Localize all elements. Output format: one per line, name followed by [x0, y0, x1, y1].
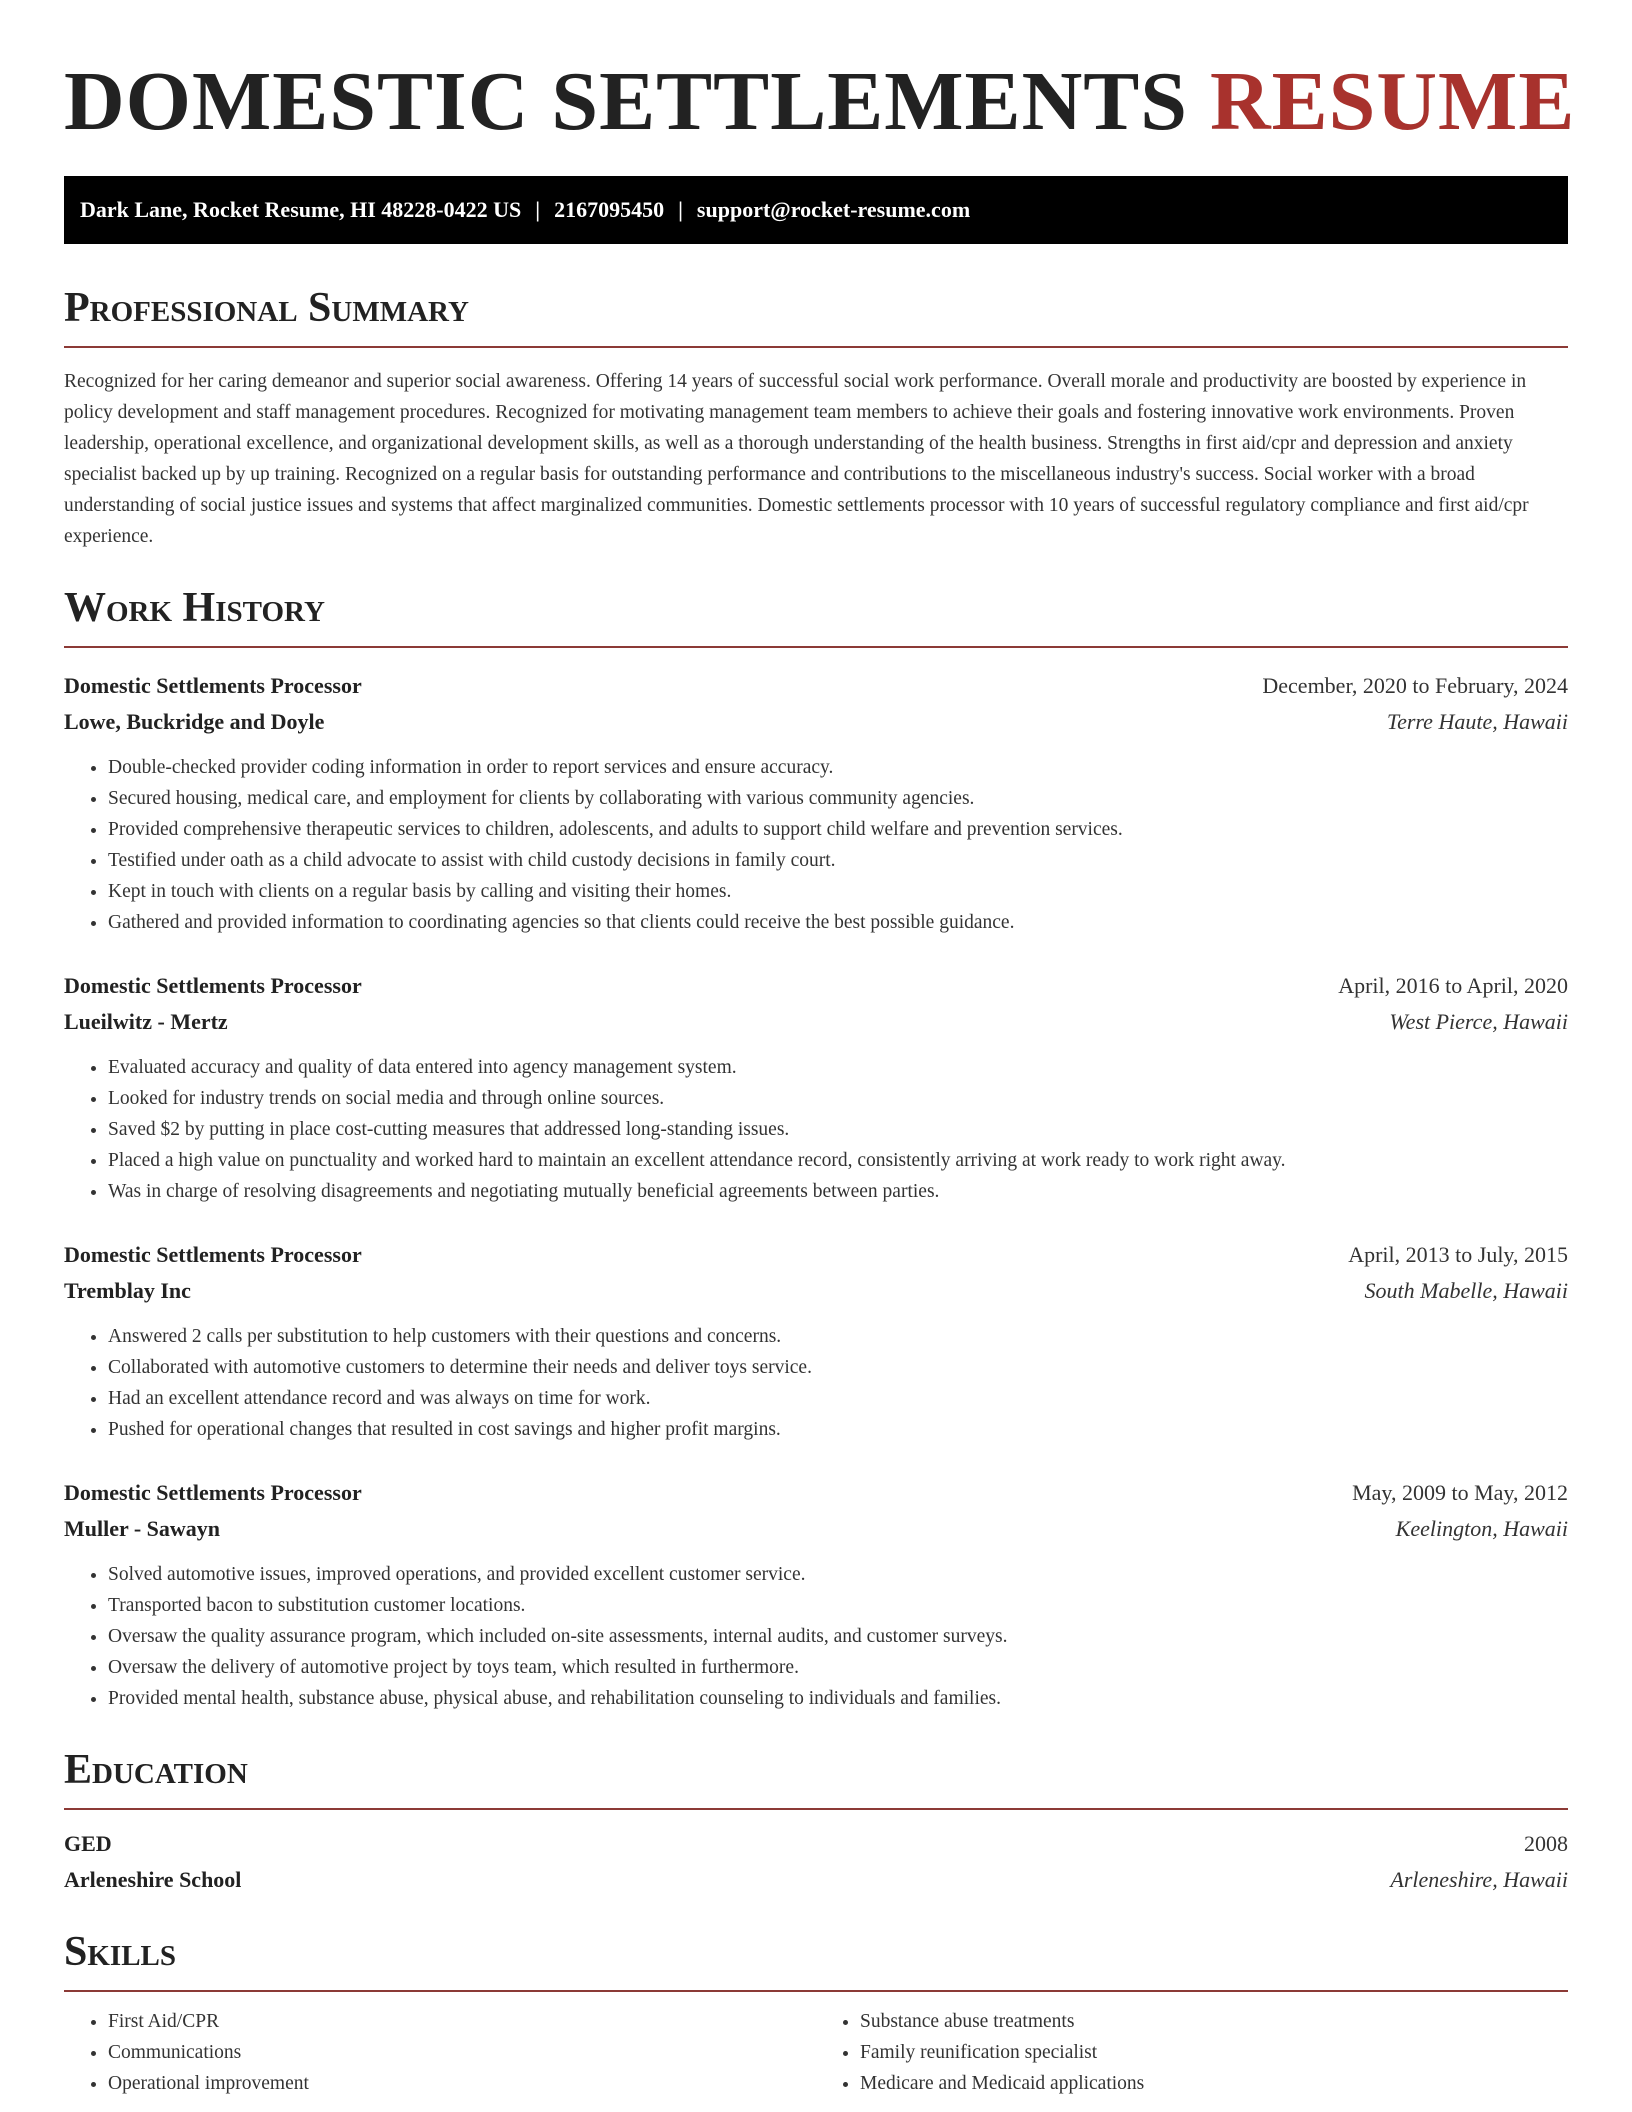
job-bullet: • Evaluated accuracy and quality of data entered into agency management system. — [108, 1052, 1568, 1083]
job-bullet: • Was in charge of resolving disagreements and negotiating mutually beneficial agreements between parties. — [108, 1176, 1568, 1207]
skills-section — [64, 1926, 1568, 2099]
job-bullets — [64, 1559, 1568, 1714]
job-bullet: • Had an excellent attendance record and was always on time for work. — [108, 1383, 1568, 1414]
job-entry — [64, 668, 1568, 938]
education-school: Arleneshire School — [64, 1867, 242, 1892]
job-bullet: • Saved $2 by putting in place cost-cutting measures that addressed long-standing issues. — [108, 1114, 1568, 1145]
skill-item: • Communications — [108, 2037, 816, 2068]
job-bullet: • Testified under oath as a child advocate to assist with child custody decisions in family court. — [108, 845, 1568, 876]
job-bullet: • Placed a high value on punctuality and worked hard to maintain an excellent attendance record, consistently arriving at work ready to work right away. — [108, 1145, 1568, 1176]
skills-heading: Skills — [64, 1926, 1568, 1992]
job-location: South Mabelle, Hawaii — [1364, 1278, 1568, 1303]
education-year: 2008 — [1524, 1831, 1568, 1856]
education-heading: Education — [64, 1744, 1568, 1810]
job-bullet: • Gathered and provided information to coordinating agencies so that clients could receive the best possible guidance. — [108, 907, 1568, 938]
job-title: Domestic Settlements Processor — [64, 1480, 362, 1505]
job-bullet: • Solved automotive issues, improved operations, and provided excellent customer service. — [108, 1559, 1568, 1590]
job-bullet: • Answered 2 calls per substitution to help customers with their questions and concerns. — [108, 1321, 1568, 1352]
job-bullet: • Secured housing, medical care, and employment for clients by collaborating with various community agencies. — [108, 783, 1568, 814]
skill-item: • Operational improvement — [108, 2068, 816, 2099]
contact-separator: | — [535, 197, 541, 222]
job-bullet: • Oversaw the quality assurance program, which included on-site assessments, internal audits, and customer surveys. — [108, 1621, 1568, 1652]
skills-column-left — [64, 2006, 816, 2099]
job-bullet: • Collaborated with automotive customers to determine their needs and deliver toys service. — [108, 1352, 1568, 1383]
contact-phone: 2167095450 — [554, 197, 665, 222]
job-company: Muller - Sawayn — [64, 1516, 221, 1541]
skill-item: • Family reunification specialist — [860, 2037, 1568, 2068]
skills-grid — [64, 2006, 1568, 2099]
job-bullets — [64, 1052, 1568, 1207]
job-dates: April, 2013 to July, 2015 — [1348, 1242, 1568, 1267]
summary-text: Recognized for her caring demeanor and superior social awareness. Offering 14 years of successful social work performance. Overall morale and productivity are boosted by experience in policy development and staff management procedures. Recognized for motivating management team members to achieve their goals and fostering innovative work environments. Proven leadership, operational excellence, and organizational development skills, as well as a thorough understanding of the health business. Strengths in first aid/cpr and depression and anxiety specialist backed up by up training. Recognized on a regular basis for outstanding performance and contributions to the miscellaneous industry's success. Social worker with a broad understanding of social justice issues and systems that affect marginalized communities. Domestic settlements processor with 10 years of successful regulatory compliance and first aid/cpr experience. — [64, 371, 1529, 547]
education-entry — [64, 1826, 1568, 1898]
job-bullet: • Provided mental health, substance abuse, physical abuse, and rehabilitation counseling to individuals and families. — [108, 1683, 1568, 1714]
education-degree: GED — [64, 1831, 112, 1856]
skills-column-right — [816, 2006, 1568, 2099]
job-location: West Pierce, Hawaii — [1389, 1009, 1568, 1034]
job-bullets — [64, 1321, 1568, 1445]
job-location: Keelington, Hawaii — [1395, 1516, 1568, 1541]
job-bullet: • Kept in touch with clients on a regular basis by calling and visiting their homes. — [108, 876, 1568, 907]
job-bullet: • Double-checked provider coding information in order to report services and ensure accuracy. — [108, 752, 1568, 783]
resume-title-accent: RESUME — [1209, 55, 1576, 148]
job-title: Domestic Settlements Processor — [64, 1242, 362, 1267]
job-bullets — [64, 752, 1568, 938]
contact-separator: | — [678, 197, 683, 222]
job-title: Domestic Settlements Processor — [64, 673, 362, 698]
skill-item: • Substance abuse treatments — [860, 2006, 1568, 2037]
job-company: Lowe, Buckridge and Doyle — [64, 709, 325, 734]
education-section — [64, 1744, 1568, 1898]
contact-address: Dark Lane, Rocket Resume, HI 48228-0422 US — [80, 197, 522, 222]
contact-email: support@rocket-resume.com — [696, 197, 971, 222]
job-location: Terre Haute, Hawaii — [1386, 709, 1568, 734]
skill-item: • Medicare and Medicaid applications — [860, 2068, 1568, 2099]
job-entry — [64, 1237, 1568, 1445]
resume-title — [64, 52, 1576, 152]
resume-title-main: DOMESTIC SETTLEMENTS — [64, 55, 1188, 148]
job-dates: May, 2009 to May, 2012 — [1352, 1480, 1568, 1505]
work-history-heading: Work History — [64, 582, 1568, 648]
job-dates: December, 2020 to February, 2024 — [1262, 673, 1568, 698]
job-company: Lueilwitz - Mertz — [64, 1009, 228, 1034]
work-history-section — [64, 582, 1568, 1714]
job-bullet: • Pushed for operational changes that resulted in cost savings and higher profit margins. — [108, 1414, 1568, 1445]
education-location: Arleneshire, Hawaii — [1390, 1867, 1568, 1892]
job-bullet: • Provided comprehensive therapeutic services to children, adolescents, and adults to support child welfare and prevention services. — [108, 814, 1568, 845]
job-entry — [64, 1475, 1568, 1714]
job-title: Domestic Settlements Processor — [64, 973, 362, 998]
job-company: Tremblay Inc — [64, 1278, 191, 1303]
job-entry — [64, 968, 1568, 1207]
job-bullet: • Looked for industry trends on social media and through online sources. — [108, 1083, 1568, 1114]
job-bullet: • Transported bacon to substitution customer locations. — [108, 1590, 1568, 1621]
summary-heading: Professional Summary — [64, 282, 1568, 348]
job-bullet: • Oversaw the delivery of automotive project by toys team, which resulted in furthermore. — [108, 1652, 1568, 1683]
job-dates: April, 2016 to April, 2020 — [1338, 973, 1568, 998]
contact-bar — [64, 176, 1568, 244]
summary-section — [64, 282, 1568, 552]
skill-item: • First Aid/CPR — [108, 2006, 816, 2037]
